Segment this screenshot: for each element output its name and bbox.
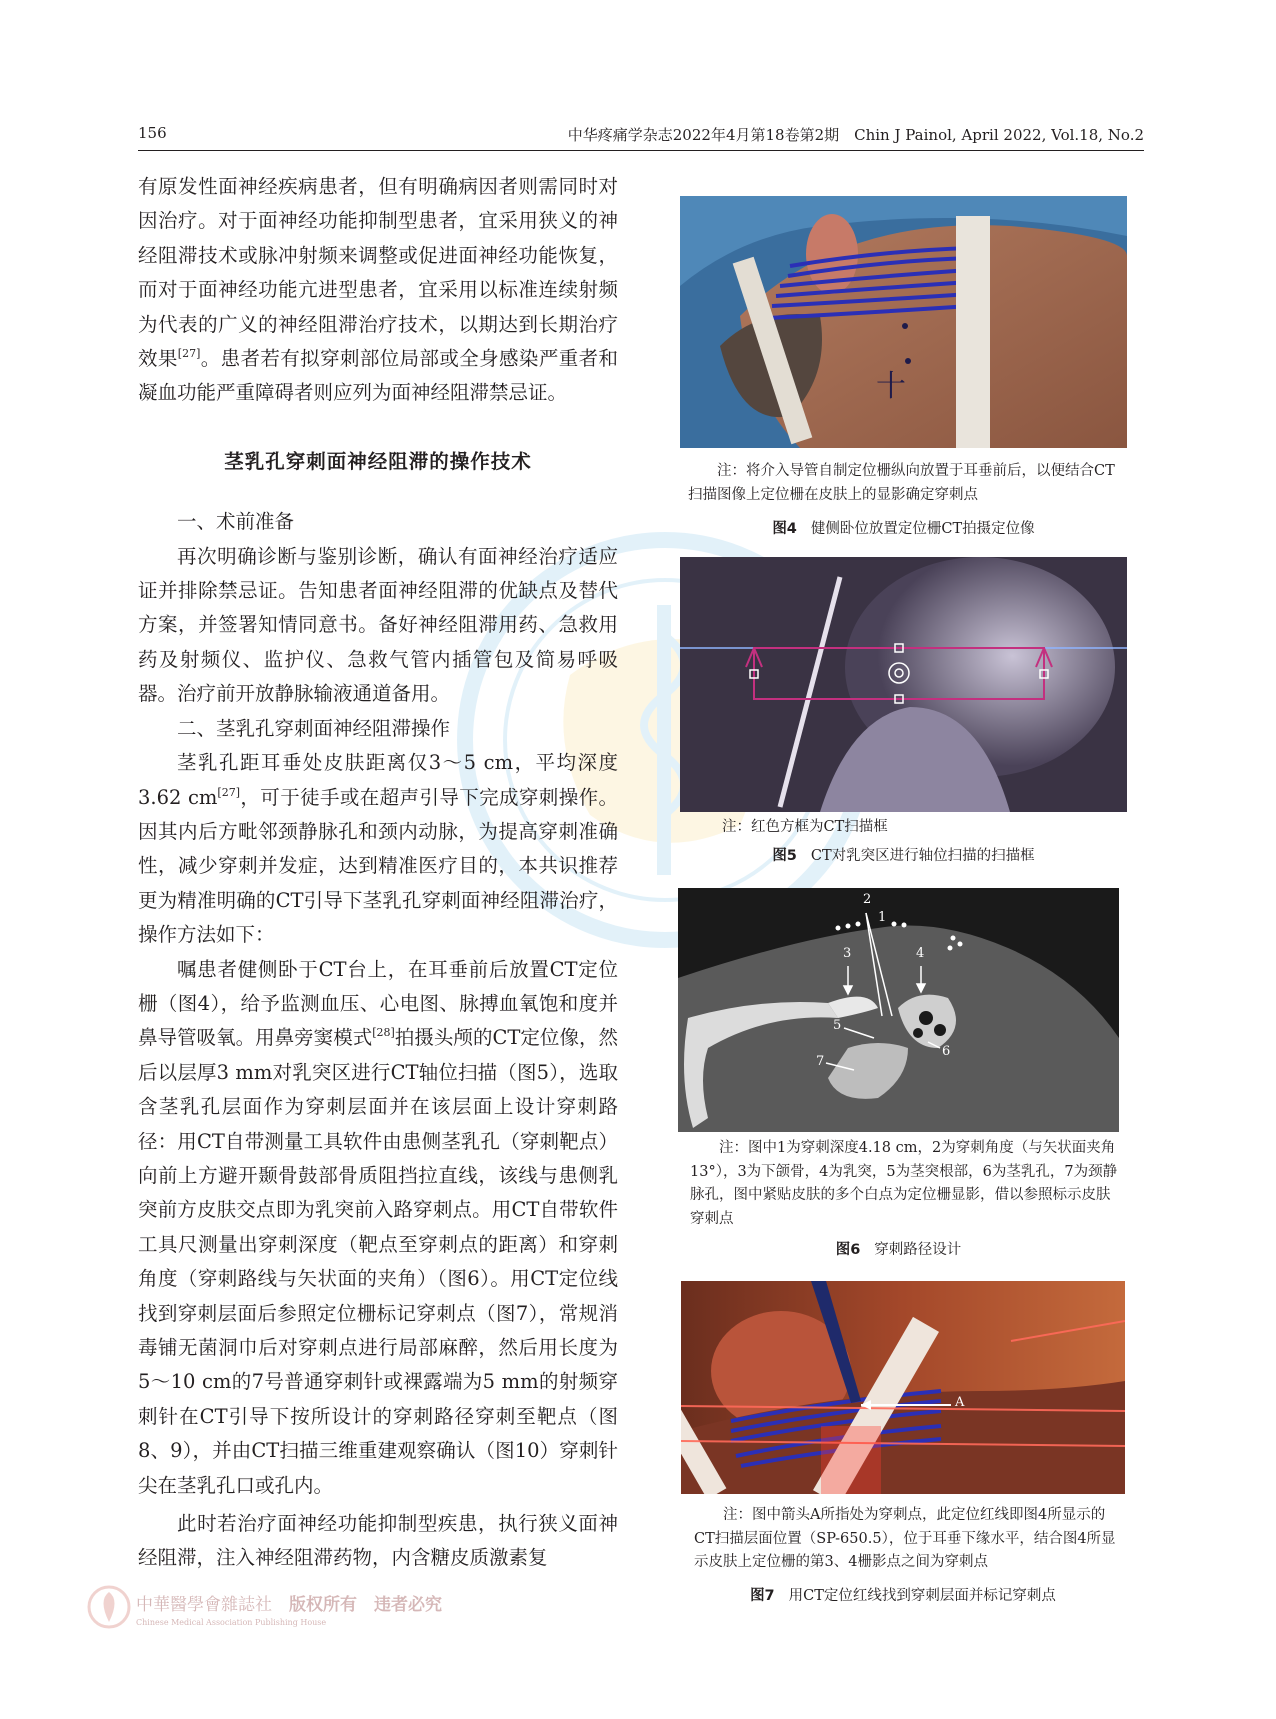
paragraph-text: 嘱患者健侧卧于CT台上，在耳垂前后放置CT定位栅（图4），给予监测血压、心电图、脉搏血氧饱和度并鼻导管吸氧。用鼻旁窦模式: [138, 957, 618, 1050]
fig6-label-6: 6: [942, 1044, 951, 1059]
citation: [28]: [372, 1026, 395, 1040]
figure-4-note: 注：将介入导管自制定位栅纵向放置于耳垂前后，以便结合CT扫描图像上定位栅在皮肤上的显影确定穿刺点: [688, 463, 1115, 503]
caption-text: CT对乳突区进行轴位扫描的扫描框: [810, 848, 1035, 864]
svg-text:十: 十: [876, 369, 906, 404]
publisher-watermark: [136, 1590, 442, 1615]
figure-7-photo: [681, 1281, 1125, 1494]
figure-5-caption: [680, 844, 1127, 865]
fig7-arrow-label: A: [955, 1395, 965, 1410]
fig6-label-7: 7: [816, 1054, 825, 1069]
paragraph: 再次明确诊断与鉴别诊断，确认有面神经治疗适应证并排除禁忌证。告知患者面神经阻滞的优缺点及替代方案，并签署知情同意书。备好神经阻滞用药、急救用药及射频仪、监护仪、急救气管内插管包及简易呼吸器。治疗前开放静脉输液通道备用。: [138, 544, 618, 706]
paragraph-text: 茎乳孔距耳垂处皮肤距离仅3～5 cm，平均深度3.62 cm: [138, 751, 618, 809]
publisher-logo-icon: [86, 1584, 132, 1630]
subsection-heading: 一、术前准备: [177, 510, 295, 534]
fig6-label-3: 3: [843, 946, 852, 961]
paragraph-text: ，可于徒手或在超声引导下完成穿刺操作。因其内后方毗邻颈静脉孔和颈内动脉，为提高穿刺准确性，减少穿刺并发症，达到精准医疗目的，本共识推荐更为精准明确的CT引导下茎乳孔穿刺面神经阻滞治疗，操作方法如下：: [138, 785, 618, 947]
fig6-label-1: 1: [878, 910, 887, 925]
journal-header: 中华疼痛学杂志2022年4月第18卷第2期 Chin J Painol, April 2022, Vol.18, No.2: [567, 126, 1144, 144]
subsection-heading: 二、茎乳孔穿刺面神经阻滞操作: [177, 716, 451, 740]
caption-text: 穿刺路径设计: [874, 1242, 962, 1258]
figure-6-caption: [678, 1238, 1119, 1259]
section-title: 茎乳孔穿刺面神经阻滞的操作技术: [224, 449, 532, 473]
figure-4-caption: [680, 517, 1127, 538]
caption-text: 用CT定位红线找到穿刺层面并标记穿刺点: [788, 1588, 1056, 1604]
copyright-watermark: 版权所有 违者必究: [289, 1595, 442, 1615]
paragraph: [138, 170, 618, 411]
fig6-label-4: 4: [916, 946, 925, 961]
left-column: [138, 170, 618, 1576]
figure-label: 图6: [835, 1242, 861, 1258]
paragraph: [138, 953, 618, 1504]
publisher-name: 中華醫學會雜誌社: [136, 1595, 272, 1615]
page-number: 156: [138, 124, 167, 142]
fig6-label-2: 2: [863, 892, 872, 907]
paragraph-text: 有原发性面神经疾病患者，但有明确病因者则需同时对因治疗。对于面神经功能抑制型患者，宜采用狭义的神经阻滞技术或脉冲射频来调整或促进面神经功能恢复，而对于面神经功能亢进型患者，宜采用以标准连续射频为代表的广义的神经阻滞治疗技术，以期达到长期治疗效果: [138, 175, 618, 371]
paragraph: [138, 746, 618, 952]
paragraph-text: 拍摄头颅的CT定位像，然后以层厚3 mm对乳突区进行CT轴位扫描（图5），选取含茎乳孔层面作为穿刺层面并在该层面上设计穿刺路径：用CT自带测量工具软件由患侧茎乳孔（穿刺靶点）向前上方避开颞骨鼓部骨质阻挡拉直线，该线与患侧乳突前方皮肤交点即为乳突前入路穿刺点。用CT自带软件工具尺测量出穿刺深度（靶点至穿刺点的距离）和穿刺角度（穿刺路线与矢状面的夹角）（图6）。用CT定位线找到穿刺层面后参照定位栅标记穿刺点（图7），常规消毒铺无菌洞巾后对穿刺点进行局部麻醉，然后用长度为5～10 cm的7号普通穿刺针或裸露端为5 mm的射频穿刺针在CT引导下按所设计的穿刺路径穿刺至靶点（图8、9），并由CT扫描三维重建观察确认（图10）穿刺针尖在茎乳孔口或孔内。: [138, 1026, 618, 1497]
figure-label: 图4: [772, 521, 797, 537]
figure-5-ct-scout: [680, 557, 1127, 812]
figure-5-note: 注：红色方框为CT扫描框: [722, 819, 888, 835]
citation: [27]: [217, 785, 241, 799]
paragraph: 此时若治疗面神经功能抑制型疾患，执行狭义面神经阻滞，注入神经阻滞药物，内含糖皮质激素复: [138, 1512, 618, 1570]
figure-7-caption: [681, 1584, 1125, 1605]
publisher-name-en: Chinese Medical Association Publishing House: [136, 1618, 327, 1627]
figure-4-photo: [680, 196, 1127, 448]
paragraph-text: 。患者若有拟穿刺部位局部或全身感染严重者和凝血功能严重障碍者则应列为面神经阻滞禁忌证。: [138, 347, 618, 405]
figure-6-note: 注：图中1为穿刺深度4.18 cm，2为穿刺角度（与矢状面夹角13°），3为下颌骨，4为乳突，5为茎突根部，6为茎乳孔，7为颈静脉孔，图中紧贴皮肤的多个白点为定位栅显影，借以参照标示皮肤穿刺点: [690, 1140, 1118, 1227]
header-rule: [138, 150, 1144, 151]
caption-text: 健侧卧位放置定位栅CT拍摄定位像: [810, 521, 1035, 537]
figure-7-note: 注：图中箭头A所指处为穿刺点，此定位红线即图4所显示的CT扫描层面位置（SP-650.5），位于耳垂下缘水平，结合图4所显示皮肤上定位栅的第3、4栅影点之间为穿刺点: [694, 1507, 1116, 1570]
figure-label: 图7: [750, 1588, 775, 1604]
figure-label: 图5: [772, 848, 797, 864]
citation: [27]: [177, 347, 201, 361]
figure-6-ct-axial: [678, 888, 1119, 1132]
fig6-label-5: 5: [833, 1018, 842, 1033]
